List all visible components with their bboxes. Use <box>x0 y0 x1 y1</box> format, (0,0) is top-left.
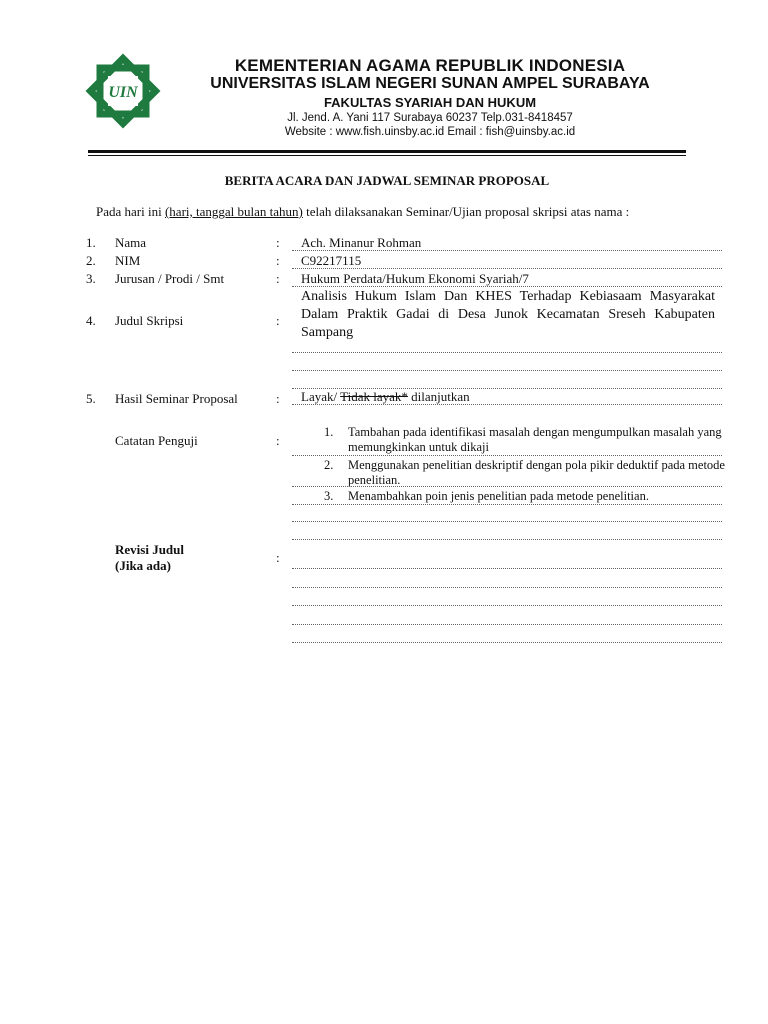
catatan-item-text: Tambahan pada identifikasi masalah dengan mengumpulkan masalah yang memungkinkan untuk dikaji <box>348 425 722 454</box>
field-catatan-label: Catatan Penguji <box>115 433 198 448</box>
dotted-line <box>292 568 722 569</box>
dotted-line <box>292 605 722 606</box>
intro-date-placeholder: (hari, tanggal bulan tahun) <box>164 204 303 219</box>
dotted-line <box>292 268 722 269</box>
catatan-item-number: 1. <box>324 425 334 439</box>
university-logo <box>84 52 162 130</box>
intro-paragraph <box>96 204 629 220</box>
address-line: Jl. Jend. A. Yani 117 Surabaya 60237 Telp.031-8418457 <box>287 112 573 124</box>
field-hasil-number: 5. <box>86 391 96 406</box>
field-judul-number: 4. <box>86 313 96 328</box>
field-judul-colon: : <box>276 313 280 328</box>
field-revisi-colon: : <box>276 550 280 565</box>
catatan-item-text: Menggunakan penelitian deskriptif dengan pola pikir deduktif pada metode penelitian. <box>348 458 725 487</box>
dotted-line <box>292 642 722 643</box>
dotted-line <box>292 404 722 405</box>
dotted-line <box>292 624 722 625</box>
field-revisi-label: Revisi Judul <box>115 542 184 557</box>
dotted-line <box>292 486 722 487</box>
dotted-line <box>292 587 722 588</box>
field-catatan-colon: : <box>276 433 280 448</box>
catatan-item-text: Menambahkan poin jenis penelitian pada metode penelitian. <box>348 489 649 503</box>
intro-after: telah dilaksanakan Seminar/Ujian proposal skripsi atas nama : <box>302 204 630 219</box>
field-judul-label: Judul Skripsi <box>115 313 184 328</box>
dotted-line <box>292 370 722 371</box>
university-title: UNIVERSITAS ISLAM NEGERI SUNAN AMPEL SURABAYA <box>210 75 650 92</box>
field-jurusan-colon: : <box>276 271 280 286</box>
field-jurusan-number: 3. <box>86 271 96 286</box>
header-rule-thin <box>88 155 686 156</box>
hasil-after: dilanjutkan <box>407 389 470 404</box>
header-rule-thick <box>88 150 686 153</box>
dotted-line <box>292 539 722 540</box>
faculty-title: FAKULTAS SYARIAH DAN HUKUM <box>323 95 537 110</box>
field-nim-colon: : <box>276 253 280 268</box>
dotted-line <box>292 352 722 353</box>
field-nim-number: 2. <box>86 253 96 268</box>
dotted-line <box>292 286 722 287</box>
website-line: Website : www.fish.uinsby.ac.id Email : fish@uinsby.ac.id <box>284 126 576 138</box>
field-judul-value: Analisis Hukum Islam Dan KHES Terhadap Kebiasaam Masyarakat Dalam Praktik Gadai di Desa Junok Kecamatan Sreseh Kabupaten Sampang <box>301 289 715 340</box>
field-nim-value: C92217115 <box>301 253 362 268</box>
field-jurusan-value: Hukum Perdata/Hukum Ekonomi Syariah/7 <box>301 271 529 286</box>
dotted-line <box>292 250 722 251</box>
dotted-line <box>292 521 722 522</box>
dotted-line <box>292 504 722 505</box>
field-nama-value: Ach. Minanur Rohman <box>301 235 422 250</box>
dotted-line <box>292 455 722 456</box>
catatan-item-number: 3. <box>324 489 334 503</box>
field-nama-number: 1. <box>86 235 96 250</box>
hasil-layak: Layak/ <box>301 389 341 404</box>
ministry-title: KEMENTERIAN AGAMA REPUBLIK INDONESIA <box>234 56 626 75</box>
hasil-tidak-layak-struck: Tidak layak* <box>340 389 408 404</box>
field-hasil-colon: : <box>276 391 280 406</box>
document-title: BERITA ACARA DAN JADWAL SEMINAR PROPOSAL <box>224 173 550 188</box>
field-jurusan-label: Jurusan / Prodi / Smt <box>115 271 225 286</box>
field-nama-colon: : <box>276 235 280 250</box>
field-hasil-label: Hasil Seminar Proposal <box>115 391 238 406</box>
logo-lettering: UIN <box>108 84 138 101</box>
intro-before: Pada hari ini <box>96 204 165 219</box>
field-nim-label: NIM <box>115 253 141 268</box>
field-hasil-value <box>301 389 470 404</box>
field-revisi-sublabel: (Jika ada) <box>115 558 171 573</box>
catatan-item-number: 2. <box>324 458 334 472</box>
field-nama-label: Nama <box>115 235 147 250</box>
